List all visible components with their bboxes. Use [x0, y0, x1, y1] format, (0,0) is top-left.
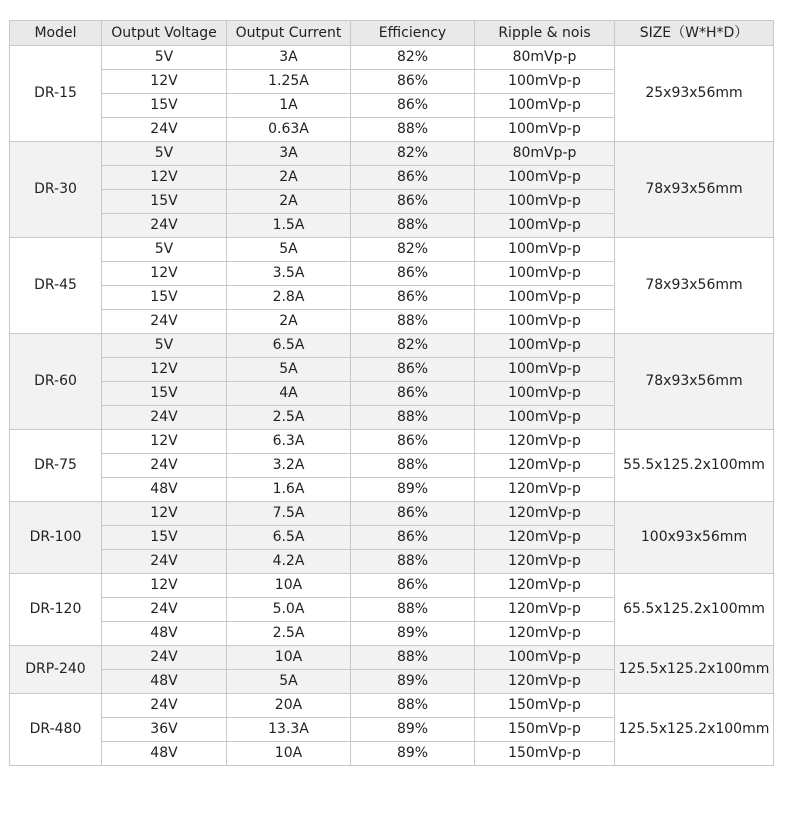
- model-cell: DR-60: [10, 334, 102, 430]
- output-current-cell: 2.8A: [227, 286, 351, 310]
- ripple-noise-cell: 120mVp-p: [475, 574, 615, 598]
- output-current-cell: 2A: [227, 190, 351, 214]
- output-voltage-cell: 24V: [102, 598, 227, 622]
- efficiency-cell: 89%: [351, 718, 475, 742]
- header-model: Model: [10, 21, 102, 46]
- table-row: [10, 46, 774, 70]
- ripple-noise-cell: 150mVp-p: [475, 742, 615, 766]
- output-voltage-cell: 15V: [102, 526, 227, 550]
- model-cell: DR-45: [10, 238, 102, 334]
- ripple-noise-cell: 120mVp-p: [475, 526, 615, 550]
- table-row: [10, 142, 774, 166]
- ripple-noise-cell: 100mVp-p: [475, 214, 615, 238]
- header-output-current: Output Current: [227, 21, 351, 46]
- table-row: [10, 502, 774, 526]
- model-cell: DR-480: [10, 694, 102, 766]
- efficiency-cell: 86%: [351, 574, 475, 598]
- output-voltage-cell: 36V: [102, 718, 227, 742]
- output-voltage-cell: 24V: [102, 646, 227, 670]
- header-output-voltage: Output Voltage: [102, 21, 227, 46]
- output-current-cell: 10A: [227, 574, 351, 598]
- table-row: [10, 574, 774, 598]
- table-row: [10, 694, 774, 718]
- output-voltage-cell: 5V: [102, 142, 227, 166]
- table-row: [10, 334, 774, 358]
- efficiency-cell: 86%: [351, 190, 475, 214]
- output-current-cell: 20A: [227, 694, 351, 718]
- efficiency-cell: 89%: [351, 622, 475, 646]
- output-voltage-cell: 5V: [102, 334, 227, 358]
- output-voltage-cell: 24V: [102, 550, 227, 574]
- ripple-noise-cell: 100mVp-p: [475, 382, 615, 406]
- output-voltage-cell: 15V: [102, 94, 227, 118]
- output-voltage-cell: 12V: [102, 166, 227, 190]
- model-cell: DRP-240: [10, 646, 102, 694]
- output-current-cell: 1.25A: [227, 70, 351, 94]
- efficiency-cell: 86%: [351, 166, 475, 190]
- output-current-cell: 7.5A: [227, 502, 351, 526]
- output-current-cell: 10A: [227, 646, 351, 670]
- output-current-cell: 3.2A: [227, 454, 351, 478]
- output-current-cell: 3A: [227, 142, 351, 166]
- efficiency-cell: 86%: [351, 262, 475, 286]
- efficiency-cell: 86%: [351, 382, 475, 406]
- model-cell: DR-15: [10, 46, 102, 142]
- output-current-cell: 4A: [227, 382, 351, 406]
- output-current-cell: 0.63A: [227, 118, 351, 142]
- output-voltage-cell: 15V: [102, 286, 227, 310]
- size-cell: 100x93x56mm: [615, 502, 774, 574]
- efficiency-cell: 88%: [351, 310, 475, 334]
- ripple-noise-cell: 150mVp-p: [475, 718, 615, 742]
- ripple-noise-cell: 120mVp-p: [475, 670, 615, 694]
- output-current-cell: 1.5A: [227, 214, 351, 238]
- efficiency-cell: 86%: [351, 430, 475, 454]
- efficiency-cell: 86%: [351, 94, 475, 118]
- ripple-noise-cell: 100mVp-p: [475, 166, 615, 190]
- ripple-noise-cell: 80mVp-p: [475, 46, 615, 70]
- output-voltage-cell: 24V: [102, 694, 227, 718]
- efficiency-cell: 88%: [351, 118, 475, 142]
- model-cell: DR-75: [10, 430, 102, 502]
- ripple-noise-cell: 80mVp-p: [475, 142, 615, 166]
- output-voltage-cell: 24V: [102, 118, 227, 142]
- size-cell: 78x93x56mm: [615, 142, 774, 238]
- output-voltage-cell: 24V: [102, 454, 227, 478]
- table-body: [10, 46, 774, 766]
- model-cell: DR-100: [10, 502, 102, 574]
- efficiency-cell: 88%: [351, 646, 475, 670]
- ripple-noise-cell: 100mVp-p: [475, 70, 615, 94]
- output-voltage-cell: 48V: [102, 478, 227, 502]
- output-current-cell: 5A: [227, 238, 351, 262]
- ripple-noise-cell: 100mVp-p: [475, 94, 615, 118]
- ripple-noise-cell: 120mVp-p: [475, 430, 615, 454]
- efficiency-cell: 86%: [351, 286, 475, 310]
- output-voltage-cell: 48V: [102, 742, 227, 766]
- output-current-cell: 2.5A: [227, 622, 351, 646]
- efficiency-cell: 86%: [351, 70, 475, 94]
- output-current-cell: 5A: [227, 358, 351, 382]
- size-cell: 25x93x56mm: [615, 46, 774, 142]
- output-voltage-cell: 12V: [102, 430, 227, 454]
- efficiency-cell: 88%: [351, 214, 475, 238]
- output-voltage-cell: 15V: [102, 190, 227, 214]
- output-current-cell: 1.6A: [227, 478, 351, 502]
- efficiency-cell: 82%: [351, 238, 475, 262]
- header-ripple-noise: Ripple & nois: [475, 21, 615, 46]
- output-voltage-cell: 24V: [102, 406, 227, 430]
- efficiency-cell: 88%: [351, 694, 475, 718]
- table-row: [10, 238, 774, 262]
- size-cell: 78x93x56mm: [615, 238, 774, 334]
- ripple-noise-cell: 120mVp-p: [475, 598, 615, 622]
- efficiency-cell: 86%: [351, 526, 475, 550]
- efficiency-cell: 89%: [351, 478, 475, 502]
- output-voltage-cell: 12V: [102, 70, 227, 94]
- table-row: [10, 646, 774, 670]
- output-voltage-cell: 15V: [102, 382, 227, 406]
- output-voltage-cell: 24V: [102, 214, 227, 238]
- size-cell: 125.5x125.2x100mm: [615, 646, 774, 694]
- output-voltage-cell: 12V: [102, 574, 227, 598]
- table-row: [10, 430, 774, 454]
- output-current-cell: 6.5A: [227, 334, 351, 358]
- output-current-cell: 6.5A: [227, 526, 351, 550]
- output-voltage-cell: 12V: [102, 262, 227, 286]
- efficiency-cell: 82%: [351, 334, 475, 358]
- output-current-cell: 2A: [227, 166, 351, 190]
- ripple-noise-cell: 120mVp-p: [475, 502, 615, 526]
- output-current-cell: 6.3A: [227, 430, 351, 454]
- efficiency-cell: 88%: [351, 406, 475, 430]
- output-current-cell: 13.3A: [227, 718, 351, 742]
- ripple-noise-cell: 120mVp-p: [475, 550, 615, 574]
- efficiency-cell: 88%: [351, 454, 475, 478]
- power-supply-spec-table: [9, 20, 774, 766]
- ripple-noise-cell: 120mVp-p: [475, 454, 615, 478]
- size-cell: 55.5x125.2x100mm: [615, 430, 774, 502]
- output-current-cell: 3.5A: [227, 262, 351, 286]
- output-voltage-cell: 48V: [102, 622, 227, 646]
- output-current-cell: 5A: [227, 670, 351, 694]
- output-voltage-cell: 12V: [102, 358, 227, 382]
- size-cell: 78x93x56mm: [615, 334, 774, 430]
- ripple-noise-cell: 100mVp-p: [475, 646, 615, 670]
- ripple-noise-cell: 120mVp-p: [475, 622, 615, 646]
- efficiency-cell: 88%: [351, 550, 475, 574]
- ripple-noise-cell: 120mVp-p: [475, 478, 615, 502]
- output-current-cell: 1A: [227, 94, 351, 118]
- size-cell: 125.5x125.2x100mm: [615, 694, 774, 766]
- ripple-noise-cell: 100mVp-p: [475, 334, 615, 358]
- efficiency-cell: 86%: [351, 358, 475, 382]
- ripple-noise-cell: 100mVp-p: [475, 406, 615, 430]
- model-cell: DR-120: [10, 574, 102, 646]
- efficiency-cell: 86%: [351, 502, 475, 526]
- ripple-noise-cell: 100mVp-p: [475, 190, 615, 214]
- output-voltage-cell: 48V: [102, 670, 227, 694]
- header-efficiency: Efficiency: [351, 21, 475, 46]
- output-current-cell: 4.2A: [227, 550, 351, 574]
- ripple-noise-cell: 100mVp-p: [475, 238, 615, 262]
- output-current-cell: 5.0A: [227, 598, 351, 622]
- header-size: SIZE（W*H*D）: [615, 21, 774, 46]
- output-current-cell: 3A: [227, 46, 351, 70]
- ripple-noise-cell: 100mVp-p: [475, 262, 615, 286]
- efficiency-cell: 82%: [351, 142, 475, 166]
- ripple-noise-cell: 100mVp-p: [475, 358, 615, 382]
- model-cell: DR-30: [10, 142, 102, 238]
- efficiency-cell: 88%: [351, 598, 475, 622]
- efficiency-cell: 89%: [351, 742, 475, 766]
- ripple-noise-cell: 100mVp-p: [475, 118, 615, 142]
- table-header-row: [10, 21, 774, 46]
- ripple-noise-cell: 100mVp-p: [475, 286, 615, 310]
- output-current-cell: 2.5A: [227, 406, 351, 430]
- ripple-noise-cell: 150mVp-p: [475, 694, 615, 718]
- efficiency-cell: 89%: [351, 670, 475, 694]
- output-voltage-cell: 12V: [102, 502, 227, 526]
- output-voltage-cell: 5V: [102, 46, 227, 70]
- output-voltage-cell: 24V: [102, 310, 227, 334]
- output-current-cell: 10A: [227, 742, 351, 766]
- size-cell: 65.5x125.2x100mm: [615, 574, 774, 646]
- ripple-noise-cell: 100mVp-p: [475, 310, 615, 334]
- output-voltage-cell: 5V: [102, 238, 227, 262]
- efficiency-cell: 82%: [351, 46, 475, 70]
- output-current-cell: 2A: [227, 310, 351, 334]
